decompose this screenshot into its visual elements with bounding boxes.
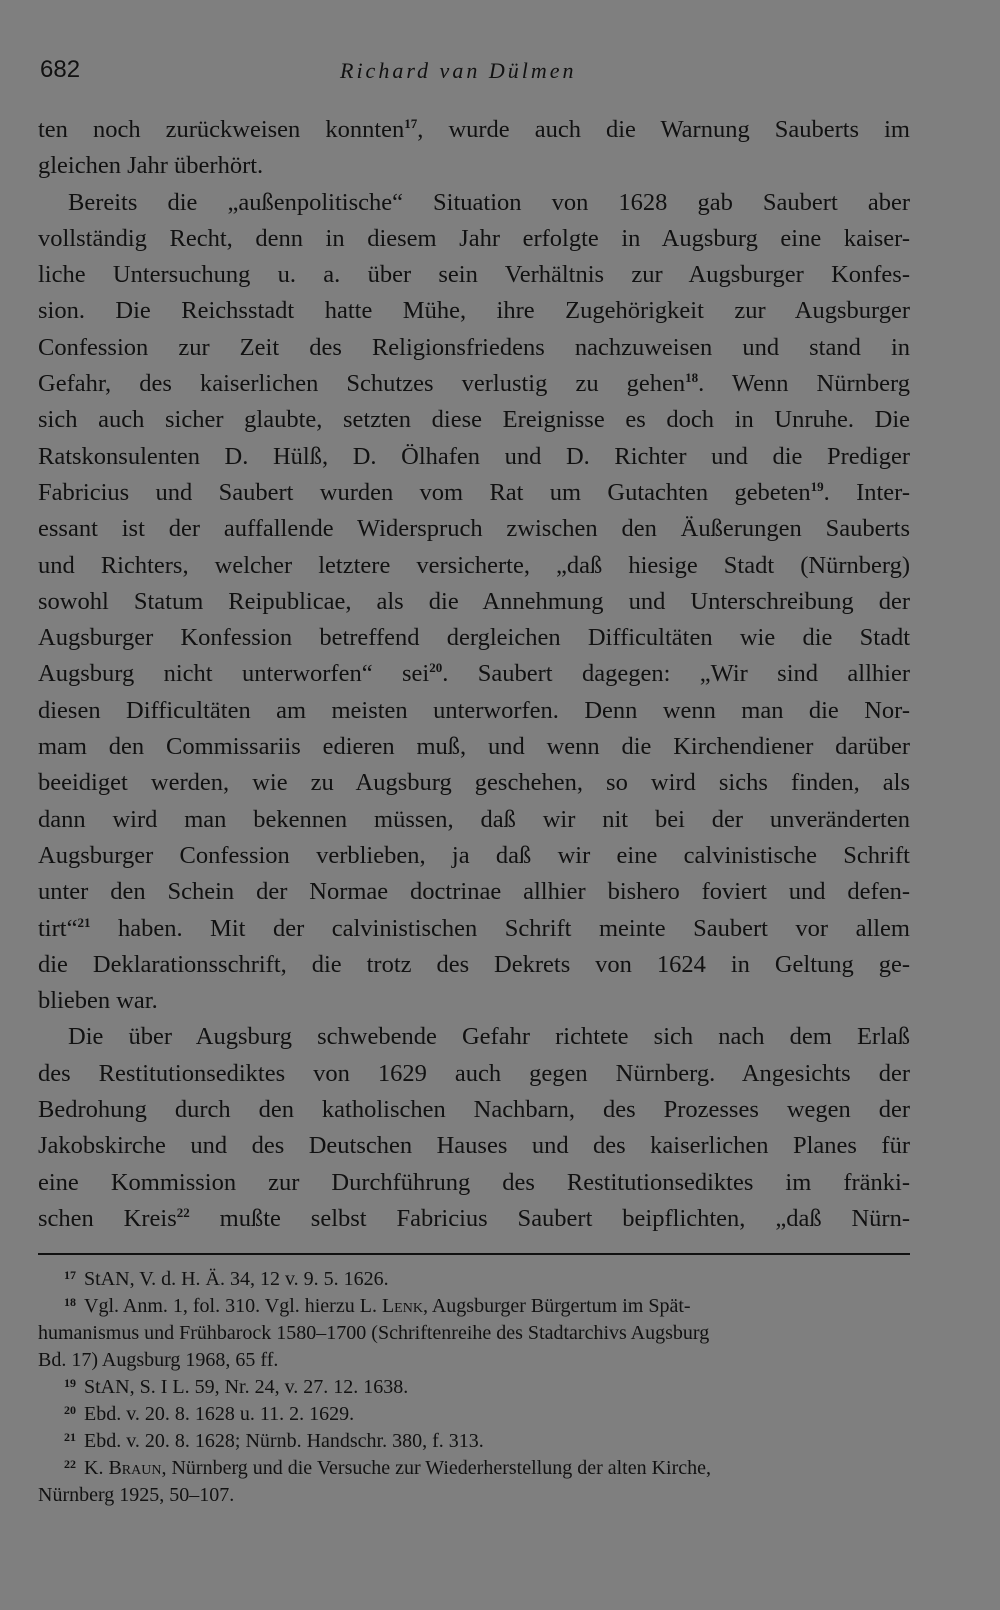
footnote-ref: 19 xyxy=(810,478,824,494)
text-line: Bereits die „außenpolitische“ Situation von 1628 gab Saubert aber xyxy=(68,188,910,216)
footnote-17: $^{17}$ StAN, V. d. H. Ä. 34, 12 v. 9. 5. 1626. xyxy=(64,1268,389,1290)
text-line: sion. Die Reichsstadt hatte Mühe, ihre Zugehörigkeit zur Augsburger xyxy=(38,297,910,325)
footnote-22: $^{22}$ K. Braun, Nürnberg und die Versuche zur Wiederherstellung der alten Kirche, xyxy=(64,1457,712,1479)
text-line: die Deklarationsschrift, die trotz des Dekrets von 1624 in Geltung ge- xyxy=(38,950,910,978)
footnote-ref: 22 xyxy=(176,1204,190,1220)
text-line: mam den Commissariis edieren muß, und wenn die Kirchendiener darüber xyxy=(38,733,910,761)
footnote-22-cont: Nürnberg 1925, 50–107. xyxy=(38,1484,235,1506)
footnote-ref: 21 xyxy=(77,914,91,930)
text-line: essant ist der auffallende Widerspruch zwischen den Äußerungen Sauberts xyxy=(38,515,910,543)
text-line: dann wird man bekennen müssen, daß wir nit bei der unveränderten xyxy=(38,805,910,833)
page-header xyxy=(40,56,920,92)
footnote-19: $^{19}$ StAN, S. I L. 59, Nr. 24, v. 27. 12. 1638. xyxy=(64,1376,409,1398)
text-line: eine Kommission zur Durchführung des Restitutionsediktes im fränki- xyxy=(38,1168,910,1196)
text-line: sich auch sicher glaubte, setzten diese Ereignisse es doch in Unruhe. Die xyxy=(38,406,910,434)
text-line: Gefahr, des kaiserlichen Schutzes verlustig zu gehen$^{18}$. Wenn Nürnberg xyxy=(38,370,910,398)
text-line: Fabricius und Saubert wurden vom Rat um Gutachten gebeten$^{19}$. Inter- xyxy=(38,478,910,506)
text-line: Augsburger Confession verblieben, ja daß wir eine calvinistische Schrift xyxy=(38,841,910,869)
footnote-divider xyxy=(38,1253,910,1255)
text-line: und Richters, welcher letztere versicherte, „daß hiesige Stadt (Nürnberg) xyxy=(38,551,910,579)
text-line: beeidiget werden, wie zu Augsburg geschehen, so wird sichs finden, als xyxy=(38,769,910,797)
text-line: Ratskonsulenten D. Hülß, D. Ölhafen und D. Richter und die Prediger xyxy=(38,442,910,470)
footnote-ref: 17 xyxy=(404,116,418,131)
text-line: liche Untersuchung u. a. über sein Verhältnis zur Augsburger Konfes- xyxy=(38,261,910,289)
running-head: Richard van Dülmen xyxy=(340,58,577,83)
text-line: schen Kreis$^{22}$ mußte selbst Fabricius Saubert beipflichten, „daß Nürn- xyxy=(38,1204,910,1232)
text-line: Bedrohung durch den katholischen Nachbarn, des Prozesses wegen der xyxy=(38,1096,910,1124)
page-number: 682 xyxy=(40,56,81,83)
text-line: Augsburger Konfession betreffend dergleichen Difficultäten wie die Stadt xyxy=(38,624,910,652)
text-line: Augsburg nicht unterworfen“ sei$^{20}$. Saubert dagegen: „Wir sind allhier xyxy=(38,660,911,688)
footnote-number: 20 xyxy=(64,1403,76,1417)
footnote-18-cont: Bd. 17) Augsburg 1968, 65 ff. xyxy=(38,1349,279,1371)
text-line: des Restitutionsediktes von 1629 auch gegen Nürnberg. Angesichts der xyxy=(38,1059,910,1087)
footnote-number: 21 xyxy=(64,1430,76,1444)
text-line: blieben war. xyxy=(38,987,158,1015)
text-line: tirt“$^{21}$ haben. Mit der calvinistischen Schrift meinte Saubert vor allem xyxy=(38,914,910,942)
text-line: vollständig Recht, denn in diesem Jahr erfolgte in Augsburg eine kaiser- xyxy=(38,224,910,252)
footnote-number: 19 xyxy=(64,1376,76,1390)
footnote-18-cont: humanismus und Frühbarock 1580–1700 (Schriftenreihe des Stadtarchivs Augsburg xyxy=(38,1322,710,1344)
footnote-ref: 18 xyxy=(685,370,699,386)
footnote-18: $^{18}$ Vgl. Anm. 1, fol. 310. Vgl. hierzu L. Lenk, Augsburger Bürgertum im Spät- xyxy=(64,1295,691,1317)
text-line: ten noch zurückweisen konnten$^{17}$, wurde auch die Warnung Sauberts im xyxy=(38,116,910,143)
footnote-number: 17 xyxy=(64,1268,76,1282)
footnote-number: 22 xyxy=(64,1457,76,1471)
text-line: gleichen Jahr überhört. xyxy=(38,152,264,180)
footnote-ref: 20 xyxy=(429,660,443,676)
body-text xyxy=(38,112,910,1237)
text-line: Jakobskirche und des Deutschen Hauses und des kaiserlichen Planes für xyxy=(38,1132,910,1160)
text-line: sowohl Statum Reipublicae, als die Annehmung und Unterschreibung der xyxy=(38,587,910,615)
footnote-number: 18 xyxy=(64,1295,76,1309)
footnotes xyxy=(38,1266,910,1509)
footnote-21: $^{21}$ Ebd. v. 20. 8. 1628; Nürnb. Handschr. 380, f. 313. xyxy=(64,1430,484,1452)
text-line: Die über Augsburg schwebende Gefahr richtete sich nach dem Erlaß xyxy=(68,1023,910,1051)
footnote-20: $^{20}$ Ebd. v. 20. 8. 1628 u. 11. 2. 1629. xyxy=(64,1403,355,1425)
text-line: unter den Schein der Normae doctrinae allhier bishero foviert und defen- xyxy=(38,878,910,906)
text-line: diesen Difficultäten am meisten unterworfen. Denn wenn man die Nor- xyxy=(38,696,910,724)
text-line: Confession zur Zeit des Religionsfriedens nachzuweisen und stand in xyxy=(38,333,910,361)
